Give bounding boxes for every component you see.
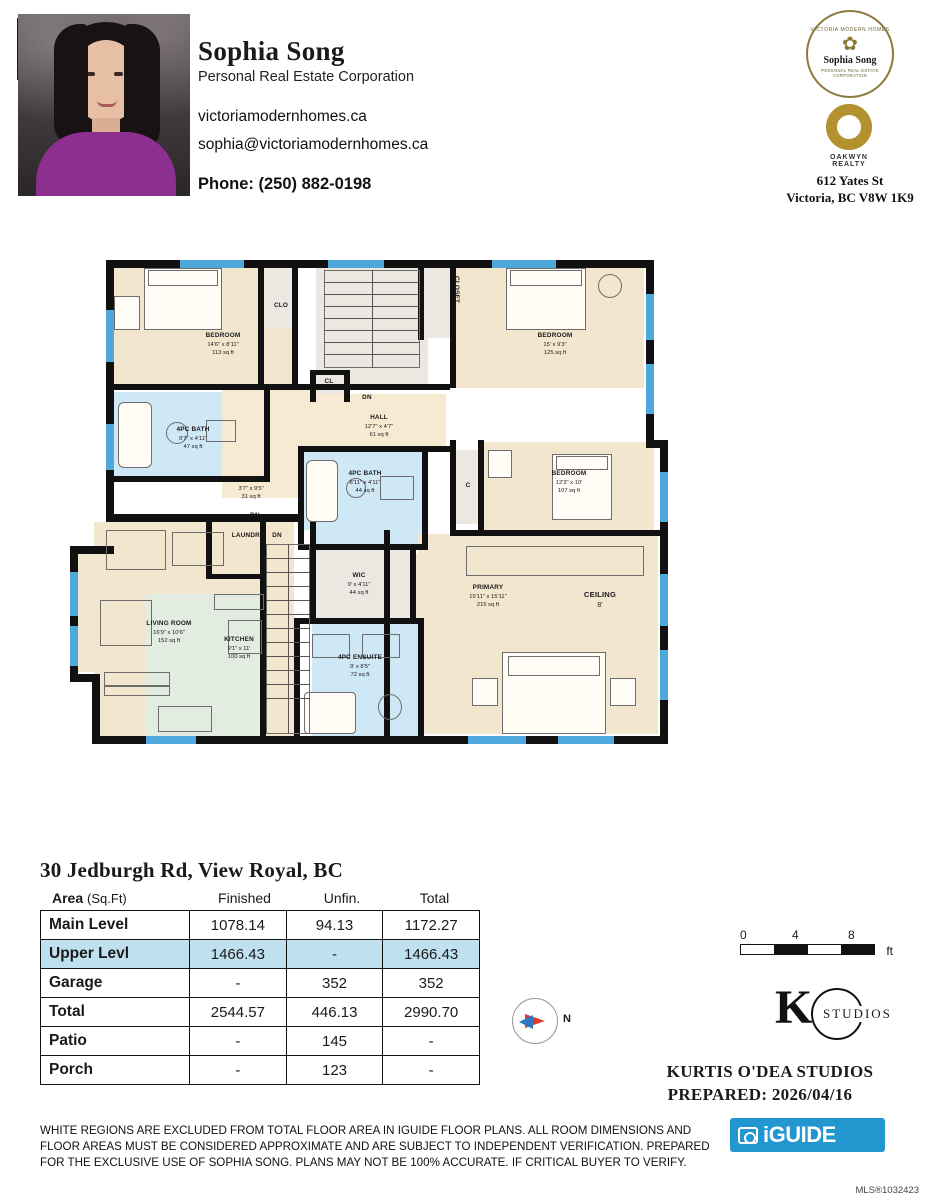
office-address (760, 172, 927, 206)
studio-logo-letter: K (775, 981, 813, 1034)
agent-photo (18, 14, 190, 196)
area-table (40, 910, 480, 1085)
row-finished: 1466.43 (190, 940, 287, 969)
area-table-header (52, 890, 482, 906)
row-total: - (383, 1056, 480, 1085)
camera-icon (738, 1127, 758, 1144)
row-total: 1466.43 (383, 940, 480, 969)
table-row (41, 940, 480, 969)
area-header-units: (Sq.Ft) (87, 891, 127, 906)
table-row (41, 1056, 480, 1085)
iguide-wordmark: iGUIDE (763, 1122, 836, 1147)
room-label-bedroom-1: BEDROOM 14'6" x 8'11" 113 sq ft (205, 332, 241, 357)
row-total: 352 (383, 969, 480, 998)
brokerage-badge-logo (806, 10, 894, 98)
stair-direction-dn-3: DN (272, 532, 282, 539)
prepared-date: PREPARED: 2026/04/16 (667, 1085, 853, 1104)
room-label-cl: CL (324, 378, 334, 385)
row-total: - (383, 1027, 480, 1056)
badge-agent-name: Sophia Song (823, 55, 877, 67)
room-label-4pc-bath-2: 4PC BATH 8'11" x 4'11" 44 sq ft (348, 470, 382, 495)
row-label: Porch (41, 1056, 190, 1085)
row-unfinished: 145 (286, 1027, 383, 1056)
room-label-closet: CLOSET (453, 276, 460, 304)
area-header-finished: Finished (218, 890, 271, 906)
scale-tick-4: 4 (792, 928, 799, 942)
room-label-hall-2: HALL 3'7" x 9'5" 31 sq ft (238, 476, 264, 501)
row-label: Patio (41, 1027, 190, 1056)
mls-number: MLS®1032423 (855, 1185, 919, 1196)
floor-plan (0, 232, 927, 822)
agent-title: Personal Real Estate Corporation (198, 69, 415, 85)
row-unfinished: 94.13 (286, 911, 383, 940)
row-unfinished: 446.13 (286, 998, 383, 1027)
room-label-laundry: LAUNDRY (231, 532, 265, 539)
row-label: Main Level (41, 911, 190, 940)
oakwyn-wordmark: OAKWYN REALTY (830, 154, 868, 168)
room-label-ensuite: 4PC ENSUITE 9' x 8'5" 72 sq ft (337, 654, 383, 679)
row-unfinished: - (286, 940, 383, 969)
room-label-bedroom-3: BEDROOM 12'3" x 10' 107 sq ft (551, 470, 587, 495)
floor-plan-canvas (88, 254, 858, 794)
scale-unit: ft (886, 944, 893, 958)
room-label-c-closet: C (465, 482, 471, 489)
room-label-primary: PRIMARY 15'11" x 15'11" 215 sq ft (469, 584, 507, 609)
studio-name: KURTIS O'DEA STUDIOS (666, 1062, 874, 1081)
room-label-wic: WIC 9' x 4'11" 44 sq ft (347, 572, 371, 597)
area-header-unfinished: Unfin. (323, 890, 361, 906)
agent-website[interactable]: victoriamodernhomes.ca (198, 108, 367, 125)
room-label-bedroom-2: BEDROOM 15' x 9'3" 125 sq ft (537, 332, 573, 357)
area-header-total: Total (419, 890, 450, 906)
row-finished: - (190, 1027, 287, 1056)
scale-tick-0: 0 (740, 928, 747, 942)
row-total: 2990.70 (383, 998, 480, 1027)
table-row (41, 911, 480, 940)
property-address: 30 Jedburgh Rd, View Royal, BC (40, 858, 343, 882)
disclaimer-text: WHITE REGIONS ARE EXCLUDED FROM TOTAL FLOOR AREA IN IGUIDE FLOOR PLANS. ALL ROOM DIMENSIONS AND FLOOR AREAS MUST BE CONSIDERED APPROXIMATE AND ARE SUBJECT TO INDEPENDENT VERIFICATION. PREPARED FOR THE EXCLUSIVE USE OF SOPHIA SONG. PLANS MAY NOT BE 100% ACCURATE. IF CRITICAL BUYER TO VERIFY. (40, 1124, 710, 1169)
oakwyn-logo (814, 104, 884, 168)
agent-name: Sophia Song (198, 36, 345, 66)
row-finished: 1078.14 (190, 911, 287, 940)
scale-bar-graphic (740, 944, 875, 955)
room-label-hall-1: HALL 12'7" x 4'7" 61 sq ft (364, 414, 394, 439)
table-row (41, 1027, 480, 1056)
table-row (41, 998, 480, 1027)
agent-email[interactable]: sophia@victoriamodernhomes.ca (198, 136, 429, 153)
stair-direction-dn-1: DN (362, 394, 372, 401)
iguide-logo (730, 1118, 885, 1152)
row-finished: - (190, 1056, 287, 1085)
row-total: 1172.27 (383, 911, 480, 940)
room-label-4pc-bath-1: 4PC BATH 9'7" x 4'11" 47 sq ft (176, 426, 210, 451)
studio-logo-word: STUDIOS (823, 1006, 892, 1021)
compass-icon (512, 998, 558, 1044)
compass-north-label: N (563, 1013, 571, 1025)
row-label: Total (41, 998, 190, 1027)
row-finished: - (190, 969, 287, 998)
office-address-line1: 612 Yates St (816, 173, 884, 188)
area-header-label: Area (52, 890, 84, 906)
stair-direction-dn-2: DN (250, 512, 260, 519)
studio-logo (775, 981, 892, 1046)
row-finished: 2544.57 (190, 998, 287, 1027)
row-label: Garage (41, 969, 190, 998)
badge-ring-text: VICTORIA MODERN HOMES (810, 26, 890, 33)
badge-subtitle: PERSONAL REAL ESTATE CORPORATION (821, 68, 879, 79)
room-label-closet-small: CLO (273, 302, 289, 309)
office-address-line2: Victoria, BC V8W 1K9 (786, 190, 914, 206)
table-row (41, 969, 480, 998)
room-label-living-room: LIVING ROOM 16'9" x 10'6" 152 sq ft (146, 620, 192, 645)
scale-tick-8: 8 (848, 928, 855, 942)
plan-footer (0, 840, 927, 1200)
scale-bar (740, 928, 893, 958)
agent-phone: Phone: (250) 882-0198 (198, 175, 372, 193)
ceiling-note: CEILING 8' (583, 590, 617, 610)
row-label: Upper Levl (41, 940, 190, 969)
flower-icon: ✿ (842, 34, 858, 56)
room-label-kitchen: KITCHEN 9'1" x 11' 100 sq ft (224, 636, 254, 661)
row-unfinished: 123 (286, 1056, 383, 1085)
row-unfinished: 352 (286, 969, 383, 998)
oakwyn-ring-icon (826, 104, 872, 150)
agent-header (0, 0, 927, 215)
